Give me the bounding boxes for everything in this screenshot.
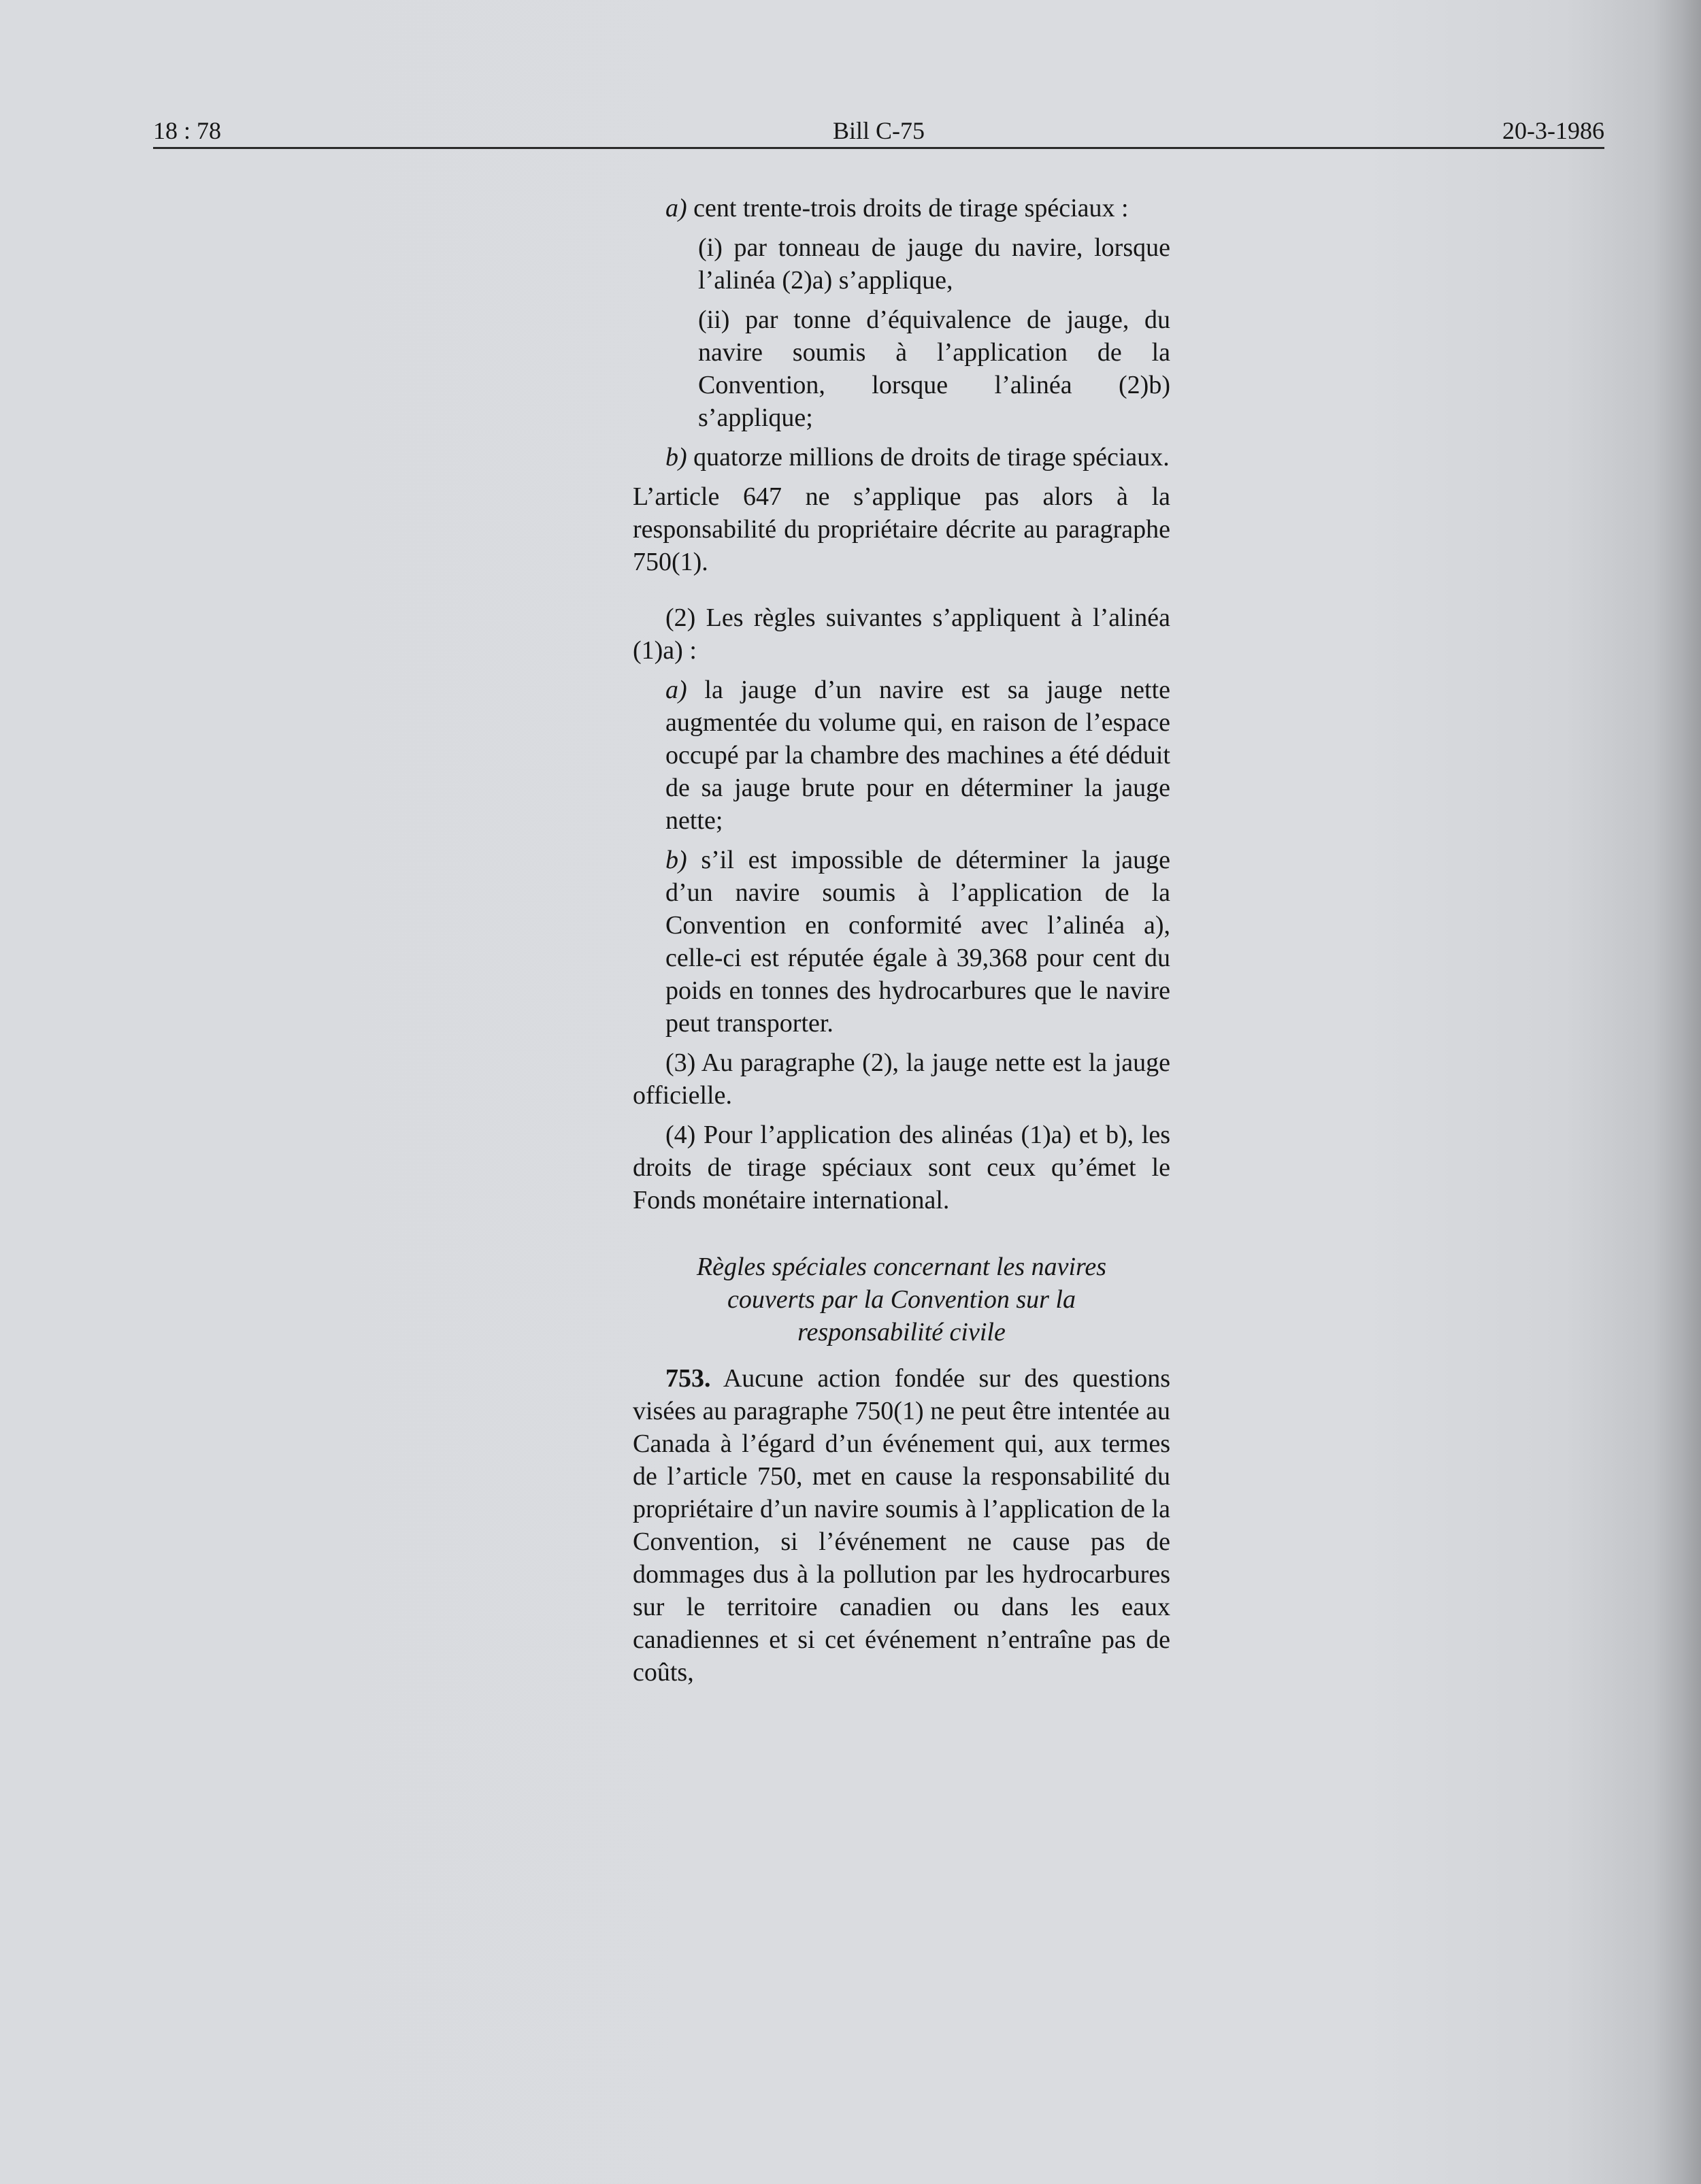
section-753 xyxy=(633,1362,1170,1689)
text-column xyxy=(633,192,1170,1695)
paragraph-1-item-a xyxy=(665,192,1170,225)
item-b-text: quatorze millions de droits de tirage spéciaux. xyxy=(693,443,1170,471)
paragraph-2-lead: (2) Les règles suivantes s’appliquent à l’alinéa (1)a) : xyxy=(633,603,1170,665)
paragraph-4: (4) Pour l’application des alinéas (1)a) et b), les droits de tirage spéciaux sont ceux qu’émet le Fonds monétaire international. xyxy=(633,1121,1170,1214)
p2-item-b-label: b) xyxy=(665,846,687,874)
item-a-text: cent trente-trois droits de tirage spéciaux : xyxy=(693,194,1129,222)
paragraph-1-subitem-i: (i) par tonneau de jauge du navire, lorsque l’alinéa (2)a) s’applique, xyxy=(698,233,1170,295)
paragraph-2-item-a xyxy=(665,674,1170,837)
p2-item-a-label: a) xyxy=(665,676,687,704)
bill-title: Bill C-75 xyxy=(832,117,925,144)
page-number: 18 : 78 xyxy=(153,117,222,144)
paragraph-3: (3) Au paragraphe (2), la jauge nette est la jauge officielle. xyxy=(633,1048,1170,1110)
section-number: 753. xyxy=(665,1364,711,1393)
paragraph-2-item-b xyxy=(665,844,1170,1040)
header-rule xyxy=(153,147,1604,149)
section-753-text: Aucune action fondée sur des questions visées au paragraphe 750(1) ne peut être intentée au Canada à l’égard d’un événement qui, aux termes de l’article 750, met en cause la responsabilité du propriétaire d’un navire soumis à l’application de la Convention, si l’événement ne cause pas de dommages dus à la pollution par les hydrocarbures sur le territoire canadien ou dans les eaux canadiennes et si cet événement n’entraîne pas de coûts, xyxy=(633,1364,1170,1687)
paragraph-1-subitem-ii: (ii) par tonne d’équivalence de jauge, du navire soumis à l’application de la Convention, lorsque l’alinéa (2)b) s’applique; xyxy=(698,305,1170,432)
item-b-label: b) xyxy=(665,443,687,471)
section-heading: Règles spéciales concernant les navires couverts par la Convention sur la responsabilité civile xyxy=(696,1253,1107,1346)
p2-item-b-text: s’il est impossible de déterminer la jauge d’un navire soumis à l’application de la Convention en conformité avec l’alinéa a), celle-ci est réputée égale à 39,368 pour cent du poids en tonnes des hydrocarbures que le navire peut transporter. xyxy=(665,846,1171,1038)
paragraph-1-item-b xyxy=(665,441,1170,474)
header-date: 20-3-1986 xyxy=(1502,117,1604,144)
p2-item-a-text: la jauge d’un navire est sa jauge nette augmentée du volume qui, en raison de l’espace occupé par la chambre des machines a été déduit de sa jauge brute pour en déterminer la jauge nette; xyxy=(665,676,1171,835)
item-a-label: a) xyxy=(665,194,687,222)
paragraph-1-tail: L’article 647 ne s’applique pas alors à la responsabilité du propriétaire décrite au paragraphe 750(1). xyxy=(633,482,1170,576)
running-header xyxy=(153,114,1604,147)
page-edge-shadow xyxy=(1653,0,1701,2184)
